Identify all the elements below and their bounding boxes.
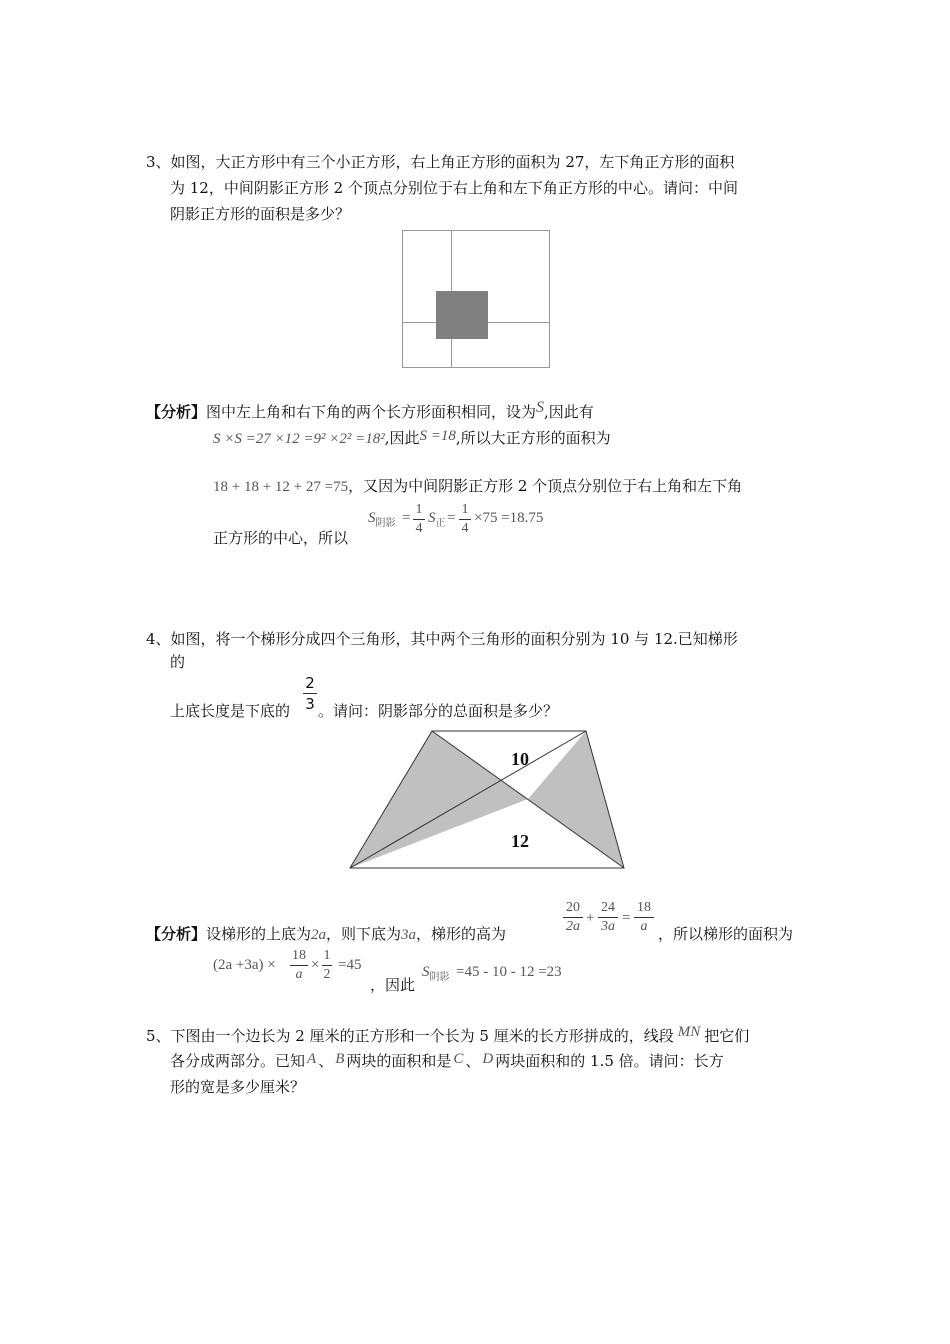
left-shaded-triangle — [350, 731, 528, 868]
area-fraction-18-a: 18 a — [292, 948, 306, 982]
analysis4-tail: ，所以梯形的面积为 — [658, 925, 794, 943]
var-3a: 3a — [401, 927, 417, 943]
q5-line3: 形的宽是多少厘米？ — [170, 1078, 306, 1096]
region-a: A — [307, 1051, 317, 1067]
q4-line2: 的 — [170, 653, 186, 671]
shaded-square — [436, 291, 488, 339]
equation-s-squared: S ×S =27 ×12 =9² ×2² =18² — [213, 431, 385, 447]
analysis3-tail3: ,所以大正方形的面积为 — [455, 429, 611, 447]
shadow-area-result: =45 - 10 - 12 =23 — [456, 964, 562, 980]
area-label-10: 10 — [511, 749, 529, 769]
analysis3-tail2: ,因此 — [384, 429, 420, 447]
plus-sign: + — [586, 910, 595, 926]
analysis4-therefore: ，因此 — [370, 976, 416, 994]
analysis-label: 【分析】 — [146, 925, 207, 943]
shadow-area-symbol: $S_{阴影}$ — [422, 964, 450, 983]
analysis4-line1: 【分析】设梯形的上底为2a，则下底为3a，梯形的高为 — [146, 925, 507, 943]
quarter-fraction-1: 1 4 — [413, 502, 425, 537]
q4-line3-pre: 上底长度是下底的 — [170, 702, 291, 720]
equation-s-value: S =18 — [419, 428, 456, 444]
analysis3-line2 — [213, 428, 611, 449]
equation-square-area: $S_正$ — [428, 510, 446, 529]
area-result: =45 — [338, 957, 362, 973]
analysis3-line3 — [213, 476, 742, 497]
segment-mn: MN — [677, 1024, 701, 1040]
analysis3-line1 — [146, 399, 594, 423]
fraction-20-2a: 20 2a — [563, 900, 583, 935]
analysis-label: 【分析】 — [146, 403, 207, 421]
analysis3-text3: ，又因为中间阴影正方形 2 个顶点分别位于右上角和左下角 — [348, 477, 743, 495]
squares-figure — [400, 228, 552, 370]
q4-line1: 4、如图，将一个梯形分成四个三角形，其中两个三角形的面积分别为 10 与 12.已知梯形 — [146, 630, 738, 648]
two-thirds-fraction: 2 3 — [303, 674, 317, 713]
var-2a: 2a — [311, 927, 327, 943]
equation-shadow-area: $S_{阴影}$ — [368, 510, 396, 529]
equals-sign: = — [622, 910, 631, 926]
region-b: B — [335, 1051, 345, 1067]
area-label-12: 12 — [511, 831, 529, 851]
trapezoid-figure — [348, 729, 628, 871]
equals-sign-2: = — [447, 510, 456, 526]
analysis3-text1-tail: ,因此有 — [544, 403, 594, 421]
right-shaded-triangle — [528, 731, 624, 868]
region-c: C — [453, 1051, 464, 1067]
area-expression: (2a +3a) × — [213, 957, 276, 973]
q3-line1: 3、如图，大正方形中有三个小正方形，右上角正方形的面积为 27，左下角正方形的面积 — [146, 153, 735, 171]
equation-result: ×75 =18.75 — [474, 510, 544, 526]
fraction-24-3a: 24 3a — [598, 900, 618, 935]
half-fraction: 1 2 — [323, 948, 331, 982]
times-sign: × — [311, 957, 320, 973]
fraction-18-a: 18 a — [634, 900, 654, 935]
region-d: D — [482, 1051, 494, 1067]
var-s: S — [536, 399, 545, 416]
q5-line1: 5、下图由一个边长为 2 厘米的正方形和一个长为 5 厘米的长方形拼成的，线段 MN 把它们 — [146, 1024, 750, 1045]
q5-line2: 各分成两部分。已知 A 、 B 两块的面积和是 C 、 D 两块面积和的 1.5 倍。请问：长方 — [170, 1051, 724, 1070]
q3-line3: 阴影正方形的面积是多少？ — [170, 205, 351, 223]
analysis3-text1: 图中左上角和右下角的两个长方形面积相同，设为 — [206, 403, 537, 421]
quarter-fraction-2: 1 4 — [459, 502, 471, 537]
q4-line3-post: 。请问：阴影部分的总面积是多少？ — [318, 702, 559, 720]
equals-sign: = — [402, 510, 411, 526]
q3-line2: 为 12，中间阴影正方形 2 个顶点分别位于右上角和左下角正方形的中心。请问：中间 — [170, 179, 738, 197]
equation-sum: 18 + 18 + 12 + 27 =75 — [213, 479, 349, 495]
analysis3-line4: 正方形的中心，所以 — [213, 529, 349, 547]
